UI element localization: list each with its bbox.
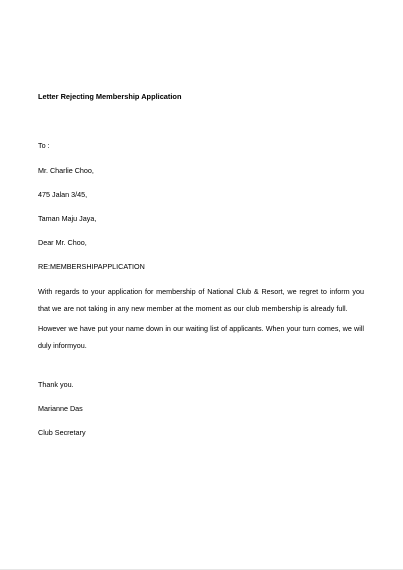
recipient-name: Mr. Charlie Choo, <box>38 166 94 175</box>
address-line-1: 475 Jalan 3/45, <box>38 190 88 199</box>
salutation-to: To : <box>38 141 50 150</box>
body-paragraph-2: However we have put your name down in our waiting list of applicants. When your turn comes, we will duly informyou. <box>38 324 364 350</box>
closing: Thank you. <box>38 380 74 389</box>
subject-line: RE:MEMBERSHIPAPPLICATION <box>38 262 145 271</box>
greeting: Dear Mr. Choo, <box>38 238 87 247</box>
signer-name: Marianne Das <box>38 404 83 413</box>
address-line-2: Taman Maju Jaya, <box>38 214 97 223</box>
letter-title: Letter Rejecting Membership Application <box>38 92 182 101</box>
body-paragraph-1: With regards to your application for membership of National Club & Resort, we regret to inform you that we are not taking in any new member at the moment as our club membership is already full. <box>38 287 364 313</box>
signer-title: Club Secretary <box>38 428 86 437</box>
